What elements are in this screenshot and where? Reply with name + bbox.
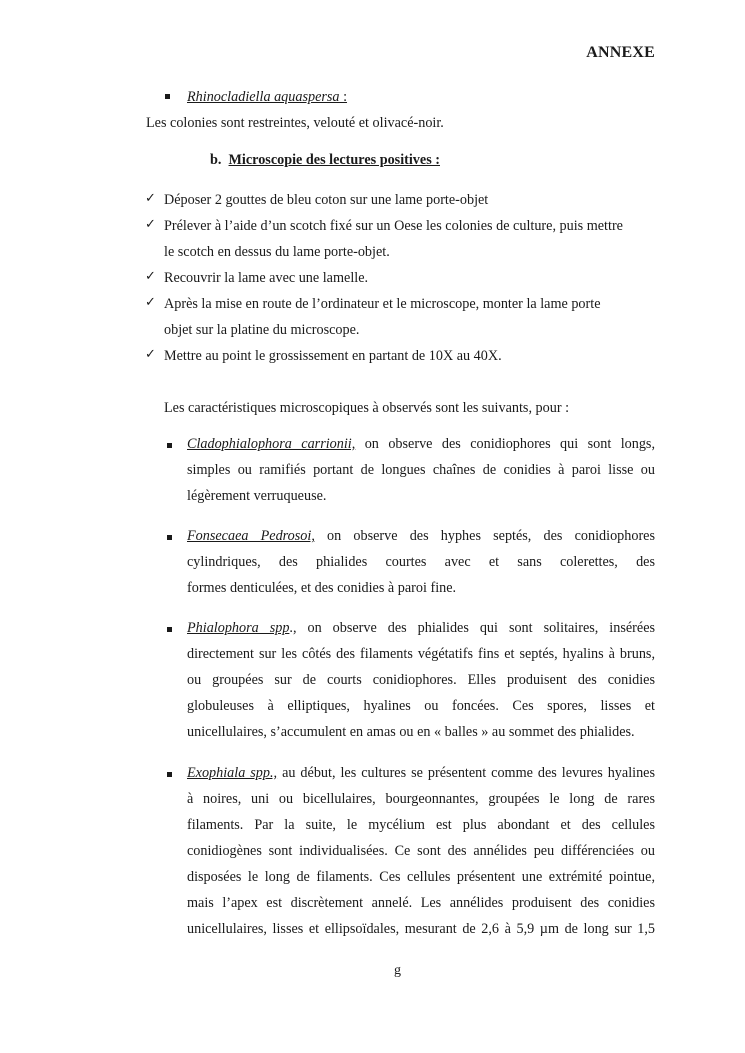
species-item-line: unicellulaires, lisses et ellipsoïdales, mesurant de 2,6 à 5,9 µm de long sur 1,5 <box>187 921 655 937</box>
species-item-exophiala <box>187 760 655 942</box>
step-3-line-1: Recouvrir la lame avec une lamelle. <box>164 270 369 286</box>
step-5-line-1: Mettre au point le grossissement en partant de 10X au 40X. <box>164 348 502 364</box>
species-item-first-line <box>187 760 655 786</box>
square-bullet-icon <box>167 627 172 632</box>
section-b-title: Microscopie des lectures positives : <box>228 152 440 168</box>
species-item-line: cylindriques, des phialides courtes avec et sans colerettes, des <box>187 554 655 570</box>
step-2-line-1: Prélever à l’aide d’un scotch fixé sur un Oese les colonies de culture, puis mettre <box>164 218 623 234</box>
species-item-line: à noires, uni ou bicellulaires, bourgeonnantes, groupées le long de rares <box>187 791 655 807</box>
section-b-heading <box>210 152 440 169</box>
caracteristiques-intro: Les caractéristiques microscopiques à observés sont les suivants, pour : <box>164 400 570 416</box>
page-header-title: ANNEXE <box>586 44 655 61</box>
square-bullet-icon <box>167 443 172 448</box>
species-item-line: globuleuses à elliptiques, hyalines ou foncées. Ces spores, lisses et <box>187 698 655 714</box>
species-item-line: formes denticulées, et des conidies à paroi fine. <box>187 580 457 596</box>
species-name: Fonsecaea Pedrosoi, <box>187 528 315 544</box>
checkmark-icon: ✓ <box>145 191 156 206</box>
checkmark-icon: ✓ <box>145 217 156 232</box>
species-item-line: directement sur les côtés des filaments végétatifs fins et septés, hyalins à bruns, <box>187 646 655 662</box>
species-item-line: simples ou ramifiés portant de longues chaînes de conidies à paroi lisse ou <box>187 462 655 478</box>
species-item-line: unicellulaires, s’accumulent en amas ou en « balles » au sommet des phialides. <box>187 724 635 740</box>
section-b-marker: b. <box>210 152 222 168</box>
species-item-fonsecaea <box>187 523 655 601</box>
species-item-first-line <box>187 615 655 641</box>
species-item-line: disposées le long de filaments. Ces cellules présentent une extrémité pointue, <box>187 869 655 885</box>
square-bullet-icon <box>167 535 172 540</box>
species-heading-rhinocladiella <box>187 89 347 106</box>
species-item-line: légèrement verruqueuse. <box>187 488 327 504</box>
species-text: on observe des conidiophores qui sont longs, <box>355 436 656 452</box>
species-text: au début, les cultures se présentent comme des levures hyalines <box>277 765 655 781</box>
checkmark-icon: ✓ <box>145 269 156 284</box>
species-name: Exophiala spp., <box>187 765 278 781</box>
step-1-line-1: Déposer 2 gouttes de bleu coton sur une lame porte-objet <box>164 192 489 208</box>
species-name: Cladophialophora carrionii, <box>187 436 356 452</box>
square-bullet-icon <box>167 772 172 777</box>
step-2-line-2: le scotch en dessus du lame porte-objet. <box>164 244 390 260</box>
checkmark-icon: ✓ <box>145 347 156 362</box>
step-4-line-1: Après la mise en route de l’ordinateur et le microscope, monter la lame porte <box>164 296 601 312</box>
species-suffix: : <box>339 89 348 105</box>
species-item-first-line <box>187 523 655 549</box>
checkmark-icon: ✓ <box>145 295 156 310</box>
square-bullet-icon <box>165 94 170 99</box>
species-text: ., on observe des phialides qui sont solitaires, insérées <box>289 620 656 636</box>
species-name: Rhinocladiella aquaspersa <box>187 89 340 105</box>
species-item-line: filaments. Par la suite, le mycélium est plus abondant et des cellules <box>187 817 655 833</box>
species-item-line: ou groupées sur de courts conidiophores. Elles produisent des conidies <box>187 672 655 688</box>
species-name: Phialophora spp <box>187 620 290 636</box>
species-item-phialophora <box>187 615 655 745</box>
species-item-line: conidiogènes sont individualisées. Ce sont des annélides peu différenciées ou <box>187 843 655 859</box>
species-item-line: mais l’apex est discrètement annelé. Les annélides produisent des conidies <box>187 895 655 911</box>
colonies-description: Les colonies sont restreintes, velouté et olivacé-noir. <box>146 115 444 131</box>
species-item-first-line <box>187 431 655 457</box>
step-4-line-2: objet sur la platine du microscope. <box>164 322 360 338</box>
page-number: g <box>394 963 401 978</box>
species-item-cladophialophora <box>187 431 655 509</box>
species-text: on observe des hyphes septés, des conidiophores <box>314 528 655 544</box>
